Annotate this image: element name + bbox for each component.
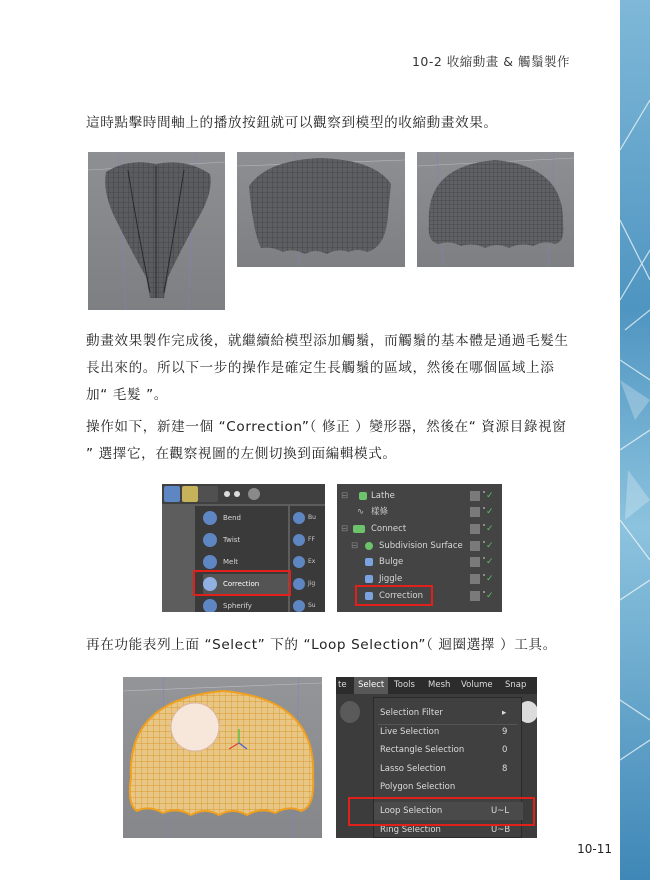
deformer-icon	[293, 578, 305, 590]
deformer-icon	[293, 512, 305, 524]
decorative-side-band	[620, 0, 650, 880]
menu-item-partial[interactable]: Jig	[293, 574, 325, 594]
deformer-icon	[293, 556, 305, 568]
connect-icon	[353, 525, 365, 533]
object-row-bulge[interactable]: Bulge ✓	[337, 554, 502, 570]
menu-item-ring-selection[interactable]: Ring Selection U~B	[380, 825, 511, 835]
model-frame-3	[417, 152, 574, 267]
check-icon[interactable]: ✓	[486, 591, 494, 601]
chevron-right-icon: ▸	[502, 708, 507, 718]
deformer-menu-column-2	[290, 506, 325, 612]
object-row-correction[interactable]: Correction ✓	[337, 588, 502, 604]
paragraph-3: 操作如下，新建一個 “Correction”（ 修正 ）變形器，然後在“ 資源目錄視窗 ” 選擇它，在觀察視圖的左側切換到面編輯模式。	[86, 419, 567, 462]
bulge-icon	[365, 558, 373, 566]
menu-item-live-selection[interactable]: Live Selection 9	[380, 727, 508, 737]
menu-item-correction[interactable]: Correction	[203, 574, 288, 594]
paragraph-2: 動畫效果製作完成後，就繼續給模型添加觸鬚，而觸鬚的基本體是通過毛髮生長出來的。所以下一步的操作是確定生長觸鬚的區域，然後在哪個區域上添加“ 毛髮 ”。	[86, 333, 569, 403]
model-frame-2	[237, 152, 405, 267]
page-number: 10-11	[577, 842, 612, 856]
highlight-frame	[348, 797, 535, 826]
select-menu-screenshot	[336, 677, 537, 838]
visibility-toggle[interactable]	[470, 507, 480, 517]
dot-icon	[483, 574, 485, 576]
expand-icon[interactable]: ⊟	[341, 524, 349, 534]
visibility-toggle[interactable]	[470, 541, 480, 551]
check-icon[interactable]: ✓	[486, 557, 494, 567]
check-icon[interactable]: ✓	[486, 541, 494, 551]
object-row-subdivision-surface[interactable]: ⊟ Subdivision Surface ✓	[337, 538, 502, 554]
dot-icon	[483, 541, 485, 543]
polygon-mode-icon[interactable]	[182, 486, 198, 502]
menu-item-bend[interactable]: Bend	[203, 508, 288, 528]
dot-icon	[483, 507, 485, 509]
spline-icon: ∿	[357, 507, 365, 517]
deformer-icon	[293, 534, 305, 546]
jiggle-icon	[365, 575, 373, 583]
object-row-spline[interactable]: ∿ 樣條 ✓	[337, 504, 502, 520]
object-manager-screenshot	[337, 484, 502, 612]
menu-volume[interactable]: Volume	[461, 680, 493, 690]
check-icon[interactable]: ✓	[486, 491, 494, 501]
menu-item-partial[interactable]: Su	[293, 596, 325, 612]
menu-item-spherify[interactable]: Spherify	[203, 596, 288, 612]
toolbar	[162, 484, 325, 504]
menu-item-partial[interactable]: FF	[293, 530, 325, 550]
expand-icon[interactable]: ⊟	[351, 541, 359, 551]
model-frame-1	[88, 152, 225, 310]
twist-icon	[203, 533, 217, 547]
visibility-toggle[interactable]	[470, 591, 480, 601]
dot-icon	[224, 491, 230, 497]
check-icon[interactable]: ✓	[486, 507, 494, 517]
deformer-icon	[293, 600, 305, 612]
menu-item-partial[interactable]: Bu	[293, 508, 325, 528]
lathe-icon	[359, 492, 367, 500]
visibility-toggle[interactable]	[470, 524, 480, 534]
subdivision-icon	[365, 542, 373, 550]
dot-icon	[483, 557, 485, 559]
check-icon[interactable]: ✓	[486, 524, 494, 534]
deformer-tool-icon[interactable]	[164, 486, 180, 502]
menu-item-loop-selection[interactable]: Loop Selection U~L	[374, 802, 523, 820]
spherify-icon	[203, 599, 217, 612]
melt-icon	[203, 555, 217, 569]
menu-select[interactable]: Select	[354, 677, 388, 694]
loop-selection-viewport	[123, 677, 322, 838]
menu-tools[interactable]: Tools	[394, 680, 415, 690]
object-row-connect[interactable]: ⊟ Connect ✓	[337, 521, 502, 537]
visibility-toggle[interactable]	[470, 557, 480, 567]
expand-icon[interactable]: ⊟	[341, 491, 349, 501]
menu-item-partial[interactable]: te	[338, 680, 347, 690]
arrow-tool-icon[interactable]	[340, 701, 360, 723]
menu-item-partial[interactable]: Ex	[293, 552, 325, 572]
mode-toggle-icon[interactable]	[198, 486, 218, 502]
menu-item-lasso-selection[interactable]: Lasso Selection 8	[380, 764, 508, 774]
paragraph-4: 再在功能表列上面 “Select” 下的 “Loop Selection”（ 迴圈選擇 ）工具。	[86, 637, 557, 653]
menu-item-rectangle-selection[interactable]: Rectangle Selection 0	[380, 745, 508, 755]
menu-snap[interactable]: Snap	[505, 680, 527, 690]
dot-icon	[234, 491, 240, 497]
highlight-frame	[355, 585, 433, 606]
object-row-jiggle[interactable]: Jiggle ✓	[337, 571, 502, 587]
menu-item-polygon-selection[interactable]: Polygon Selection	[380, 782, 456, 792]
deformer-menu-screenshot	[162, 484, 325, 612]
visibility-toggle[interactable]	[470, 574, 480, 584]
paragraph-1: 這時點擊時間軸上的播放按鈕就可以觀察到模型的收縮動畫效果。	[86, 115, 498, 131]
visibility-toggle[interactable]	[470, 491, 480, 501]
dot-icon	[483, 491, 485, 493]
menu-item-melt[interactable]: Melt	[203, 552, 288, 572]
check-icon[interactable]: ✓	[486, 574, 494, 584]
menu-mesh[interactable]: Mesh	[428, 680, 451, 690]
menu-bar	[336, 677, 537, 694]
object-row-lathe[interactable]: ⊟ Lathe ✓	[337, 488, 502, 504]
bend-icon	[203, 511, 217, 525]
deformer-menu	[195, 506, 288, 612]
menu-item-selection-filter[interactable]: Selection Filter ▸	[374, 704, 523, 722]
running-head: 10-2 收縮動畫 & 觸鬚製作	[411, 54, 570, 69]
highlight-frame	[193, 570, 291, 596]
dot-icon	[483, 524, 485, 526]
render-icon[interactable]	[248, 488, 260, 500]
dot-icon	[483, 591, 485, 593]
menu-item-twist[interactable]: Twist	[203, 530, 288, 550]
